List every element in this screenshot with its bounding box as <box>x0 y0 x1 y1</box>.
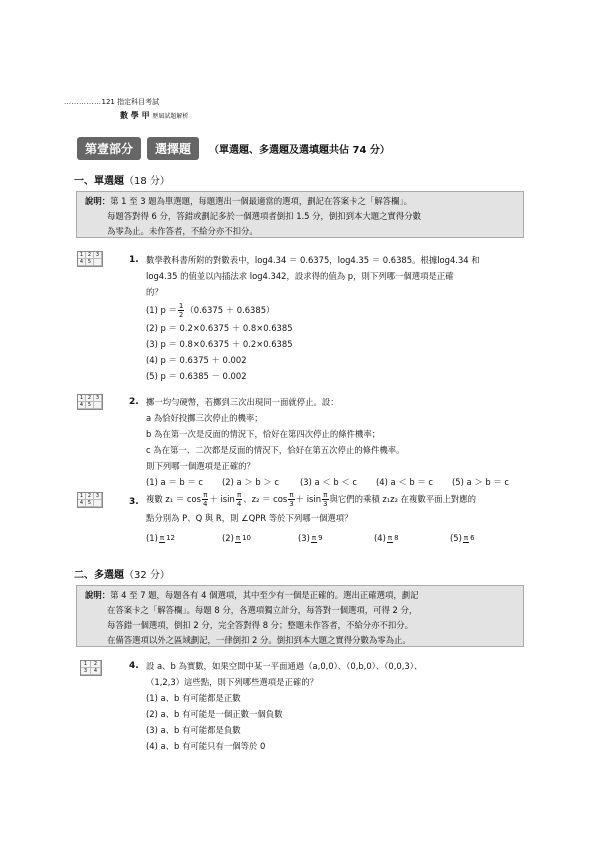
question-text: 的？ <box>146 287 163 297</box>
denominator: 2 <box>178 311 184 319</box>
fraction <box>178 302 184 319</box>
fraction <box>463 534 476 543</box>
question-number: 2. <box>129 397 139 407</box>
grid-cell: 3 <box>94 493 102 500</box>
option-label: (4) <box>374 533 386 543</box>
answer-grid <box>77 251 103 267</box>
note-line: 第 4 至 7 題，每題各有 4 個選項，其中至少有一個是正確的。選出正確選項，劃記 <box>110 590 419 600</box>
question-text: 則下列哪一個選項是正確的？ <box>146 461 255 471</box>
option-3[interactable]: (3) a ＜ b ＜ c <box>300 477 357 487</box>
denominator: 8 <box>394 534 399 542</box>
question-body <box>146 658 536 754</box>
grid-cell: 5 <box>86 402 94 409</box>
section-title-single <box>74 172 170 187</box>
text-run: 複數 z₁ ＝ cos <box>146 494 201 504</box>
grid-cell: 4 <box>78 500 86 507</box>
answer-grid <box>77 492 103 508</box>
denominator: 3 <box>289 500 294 508</box>
running-header <box>64 97 159 107</box>
series-title: 指定科目考試 <box>117 98 160 106</box>
question-text: a 為恰好投擲三次停止的機率； <box>146 413 263 423</box>
grid-cell: 1 <box>78 252 86 259</box>
denominator: 3 <box>323 500 328 508</box>
numerator: π <box>203 491 208 499</box>
denominator: 9 <box>318 534 323 542</box>
note-label: 說明： <box>85 590 111 600</box>
grid-cell <box>94 402 102 409</box>
option-1[interactable] <box>146 300 531 320</box>
question-body <box>146 252 531 384</box>
grid-cell: 4 <box>78 402 86 409</box>
question-text <box>146 488 536 510</box>
numerator: π <box>236 491 242 499</box>
option-label: (2) <box>222 533 234 543</box>
grid-cell: 3 <box>94 395 102 402</box>
option-3[interactable] <box>298 530 374 546</box>
text-run: 、z₂ ＝ cos <box>243 494 288 504</box>
fraction <box>387 534 400 543</box>
grid-cell <box>94 500 102 507</box>
question-body <box>146 488 536 546</box>
option-2[interactable]: (2) p ＝ 0.2×0.6375 ＋ 0.8×0.6385 <box>146 323 293 333</box>
option-3[interactable]: (3) a、b 有可能都是負數 <box>146 725 241 735</box>
fraction <box>235 534 252 543</box>
question-number: 1. <box>129 255 139 265</box>
option-5[interactable]: (5) a ＞ b ＝ c <box>452 477 509 487</box>
section-title-text: 一、單選題 <box>74 176 124 187</box>
grid-cell <box>94 259 102 266</box>
note-line: 在備答選項以外之區域劃記，一律倒扣 2 分。倒扣到本大題之實得分數為零為止。 <box>107 635 411 645</box>
numerator: π <box>289 491 294 499</box>
section-title-text: 二、多選題 <box>74 570 124 581</box>
option-2[interactable] <box>222 530 298 546</box>
grid-cell: 2 <box>86 395 94 402</box>
note-line: 為零為止。未作答者，不給分亦不扣分。 <box>107 226 258 236</box>
option-1[interactable] <box>146 530 222 546</box>
text-run: 與它們的乘積 z₁z₂ 在複數平面上對應的 <box>329 494 476 504</box>
subject-title: 數 學 甲 <box>120 111 150 120</box>
option-5[interactable]: (5) p ＝ 0.6385 － 0.002 <box>146 371 247 381</box>
grid-cell: 2 <box>86 493 94 500</box>
option-1[interactable]: (1) a、b 有可能都是正數 <box>146 693 241 703</box>
numerator: π <box>311 534 317 542</box>
grid-cell: 2 <box>86 252 94 259</box>
option-label: (5) <box>450 533 462 543</box>
instructions-box-single <box>76 191 524 238</box>
part-heading <box>77 137 390 160</box>
fraction <box>322 491 328 508</box>
note-label: 說明： <box>85 196 111 206</box>
fraction <box>202 491 208 508</box>
numerator: π <box>235 534 241 542</box>
option-5[interactable] <box>450 530 526 546</box>
note-line: 在答案卡之「解答欄」。每題 8 分，各選項獨立計分，每答對一個選項，可得 2 分， <box>107 605 418 615</box>
question-text: c 為在第一、二次都是反面的情況下，恰好在第五次停止的條件機率。 <box>146 445 405 455</box>
grid-cell: 5 <box>86 259 94 266</box>
text-run: ＋ isin <box>295 494 322 504</box>
numerator: 1 <box>178 302 184 310</box>
question-number: 4. <box>129 661 139 671</box>
part-note: （單選題、多選題及選填題共佔 74 分） <box>209 145 390 156</box>
grid-cell: 4 <box>78 259 86 266</box>
fraction <box>288 491 294 508</box>
numerator: π <box>159 534 165 542</box>
question-text: （1,2,3）這些點，則下列哪些選項是正確的？ <box>146 677 319 687</box>
question-text: 設 a、b 為實數，如果空間中某一平面通過（a,0,0）、（0,b,0）、（0,0,3）、 <box>146 661 423 671</box>
note-line: 第 1 至 3 題為單選題，每題選出一個最適當的選項，劃記在答案卡之「解答欄」。 <box>110 196 412 206</box>
option-text: （0.6375 ＋ 0.6385） <box>185 305 275 315</box>
denominator: 12 <box>166 534 176 542</box>
section-title-multiple <box>74 566 170 581</box>
option-4[interactable]: (4) a、b 有可能只有一個等於 0 <box>146 741 266 751</box>
section-points: （18 分） <box>124 176 170 187</box>
grid-cell: 3 <box>81 668 91 675</box>
question-body <box>146 394 531 490</box>
type-badge: 選擇題 <box>147 137 199 160</box>
option-4[interactable]: (4) a ＜ b ＝ c <box>376 477 433 487</box>
grid-cell: 1 <box>78 493 86 500</box>
option-label: (1) <box>146 533 158 543</box>
option-4[interactable] <box>374 530 450 546</box>
grid-cell: 2 <box>91 661 101 668</box>
page-number: 121 <box>101 98 115 106</box>
fraction <box>159 534 176 543</box>
answer-grid <box>77 394 103 410</box>
option-3[interactable]: (3) p ＝ 0.8×0.6375 ＋ 0.2×0.6385 <box>146 339 293 349</box>
numerator: π <box>387 534 393 542</box>
question-text: 數學教科書所附的對數表中，log4.34 ＝ 0.6375，log4.35 ＝ 0.6385。根據log4.34 和 <box>146 255 480 265</box>
question-number: 3. <box>129 497 139 507</box>
option-label: (1) p ＝ <box>146 305 177 315</box>
question-text: 擲一均勻硬幣，若擲到三次出現同一面就停止。設： <box>146 397 339 407</box>
denominator: 4 <box>236 500 242 508</box>
grid-cell: 1 <box>81 661 91 668</box>
note-line: 每題答對得 6 分，答錯或劃記多於一個選項者倒扣 1.5 分，倒扣到本大題之實得分數 <box>107 211 422 221</box>
grid-cell: 5 <box>86 500 94 507</box>
denominator: 6 <box>470 534 475 542</box>
leader-dots: …………… <box>64 98 102 106</box>
question-text: b 為在第一次是反面的情況下，恰好在第四次停止的條件機率； <box>146 429 381 439</box>
option-2[interactable]: (2) a、b 有可能是一個正數一個負數 <box>146 709 283 719</box>
section-points: （32 分） <box>124 570 170 581</box>
subject-header <box>120 110 188 121</box>
subject-tag: 歷屆試題解析 <box>152 113 189 120</box>
question-text: 點分別為 P、Q 與 R，則 ∠QPR 等於下列哪一個選項？ <box>146 513 353 523</box>
option-label: (3) <box>298 533 310 543</box>
part-badge: 第壹部分 <box>77 137 141 160</box>
question-text: log4.35 的值並以內插法求 log4.342，設求得的值為 p，則下列哪一個選項是正確 <box>146 271 454 281</box>
denominator: 4 <box>202 500 208 508</box>
instructions-box-multiple <box>76 585 524 647</box>
option-1[interactable]: (1) a ＝ b ＝ c <box>146 477 203 487</box>
option-2[interactable]: (2) a ＞ b ＞ c <box>222 477 279 487</box>
options-row <box>146 530 536 546</box>
grid-cell: 1 <box>78 395 86 402</box>
numerator: π <box>463 534 469 542</box>
fraction <box>311 534 324 543</box>
grid-cell: 3 <box>94 252 102 259</box>
numerator: π <box>323 491 328 499</box>
denominator: 10 <box>242 534 252 542</box>
option-4[interactable]: (4) p ＝ 0.6375 ＋ 0.002 <box>146 355 247 365</box>
text-run: ＋ isin <box>209 494 235 504</box>
note-line: 每答錯一個選項，倒扣 2 分，完全答對得 8 分；整題未作答者，不給分亦不扣分。 <box>107 620 414 630</box>
grid-cell: 4 <box>91 668 101 675</box>
fraction <box>236 491 242 508</box>
answer-grid <box>80 660 102 676</box>
